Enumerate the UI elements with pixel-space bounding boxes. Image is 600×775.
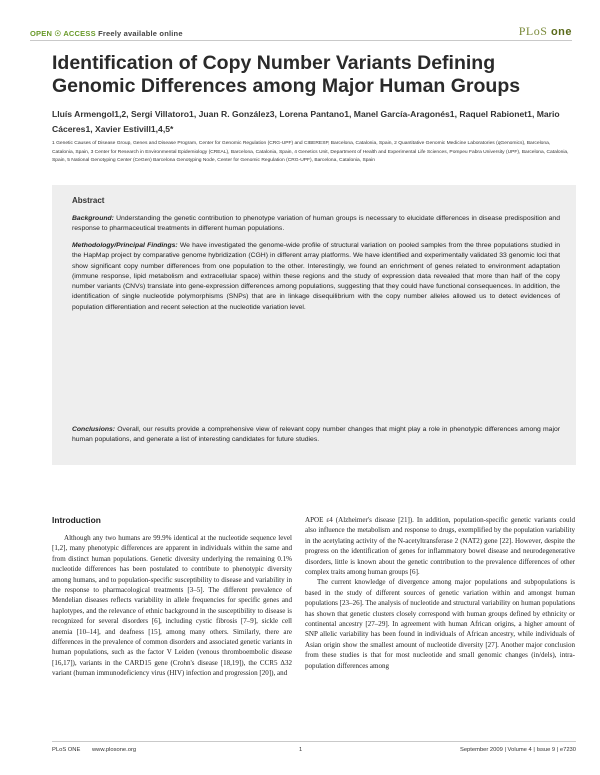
abstract-methods-text: We have investigated the genome-wide profile of structural variation on pooled samples from the three populations studied in the HapMap project by comparative genome hybridization (CGH) in different array platforms. We have identified and experimentally validated 33 genomic loci that show significant copy number differences from one population to the other. Interestingly, we found an enrichment of genes related to environment adaptation (immune response, lipid metabolism and extracellular space) within these regions and the study of expression data revealed that more than half of the copy number variants (CNVs) translate into gene-expression differences among populations, suggesting that they could have functional consequences. In addition, the identification of single nucleotide polymorphisms (SNPs) that are in linkage disequilibrium with the copy number alleles allowed us to detect evidences of population differentiation and recent selection at the nucleotide variation level. [72, 242, 560, 311]
author-list: Lluís Armengol1,2, Sergi Villatoro1, Juan R. González3, Lorena Pantano1, Manel García-Aragonés1, Raquel Rabionet1, Mario Cáceres1, Xavier Estivill1,4,5* [52, 109, 560, 134]
oa-open-label: OPEN [30, 29, 53, 38]
open-access-badge [30, 29, 183, 38]
logo-plos-text: PLoS [518, 24, 548, 38]
abstract-background-lead: Background: [72, 215, 114, 222]
body-column-left: Although any two humans are 99.9% identical at the nucleotide sequence level [1,2], many phenotypic differences are apparent in individuals within the same and from distinct human populations. Genetic diversity underlying the remaining 0.1% nucleotide differences has been postulated to contribute to phenotypic diversity among humans, and to population-specific susceptibility to disease and variability in the response to pharmacological treatments [3–5]. The different prevalence of Mendelian diseases reflects variability in allele frequencies for specific genes and haplotypes, and the relevance of ethnic background in the susceptibility to disease is recognized for several disorders [6], including cystic fibrosis [7–9], sickle cell anemia [10–14], and deafness [15], among many others. Similarly, there are differences in the prevalence of common disorders and associated genetic variants in human populations, such as the factor V Leiden (venous thromboembolic disease [16,17]), variants in the CARD15 gene (Crohn's disease [18,19]), the CCR5 Δ32 variant (human immunodeficiency virus (HIV) infection and progression [20]), and [52, 534, 292, 678]
footer-journal-name: PLoS ONE [52, 747, 81, 753]
abstract-conclusions-lead: Conclusions: [72, 426, 116, 433]
article-title: Identification of Copy Number Variants Defining Genomic Differences among Major Human Groups [52, 52, 521, 97]
abstract-heading: Abstract [72, 196, 105, 205]
abstract-background-text: Understanding the genetic contribution to phenotype variation of human groups is necessary to elucidate differences in disease predisposition and response to pharmaceutical treatments in different human populations. [72, 215, 560, 233]
body-column-right [305, 515, 575, 671]
abstract-methods-lead: Methodology/Principal Findings: [72, 242, 178, 249]
abstract-background [72, 214, 560, 235]
introduction-heading: Introduction [52, 515, 101, 525]
logo-one-text: one [550, 26, 572, 38]
footer-divider [52, 741, 576, 742]
abstract-conclusions [72, 425, 560, 446]
footer-url-link[interactable]: www.plosone.org [91, 747, 137, 753]
header-divider [30, 40, 572, 41]
oa-free-label: Freely available online [98, 29, 183, 38]
open-lock-icon: ☉ [54, 29, 62, 38]
footer-journal [52, 747, 136, 753]
abstract-methods [72, 241, 560, 313]
abstract-conclusions-text: Overall, our results provide a comprehensive view of relevant copy number changes that might play a role in phenotypic differences among major human populations, and generate a list of interesting candidates for future studies. [72, 426, 560, 444]
body-paragraph: APOE ε4 (Alzheimer's disease [21]). In addition, population-specific genetic variants could also influence the metabolism and response to drugs, exemplified by the population variability in the acetylating activity of the N-acetyltransferase 2 (NAT2) gene [22]. However, despite the progress on the identification of genes for inflammatory bowel disease and neurodegenerative disorders, little is known about the genetic contribution to the prevalence differences of other complex traits among human groups [6]. [305, 516, 575, 577]
affiliations: 1 Genetic Causes of Disease Group, Genes and Disease Program, Center for Genomic Regulation (CRG-UPF) and CIBERESP, Barcelona, Catalonia, Spain, 2 Quantitative Genomic Medicine Laboratories (qGenomics), Barcelona, Catalonia, Spain, 3 Center for Research in Environmental Epidemiology (CREAL), Barcelona, Catalonia, Spain, 4 Genetics Unit, Department of Health and Experimental Life Sciences, Pompeu Fabra University (UPF), Barcelona, Catalonia, Spain, 5 National Genotyping Center (CeGen) Barcelona Genotyping Node, Center for Genomic Regulation (CRG-UPF), Barcelona, Catalonia, Spain [52, 141, 569, 164]
body-paragraph: The current knowledge of divergence among major populations and subpopulations is based in the study of different sources of genetic variation within and amongst human populations [23–26]. The analysis of nucleotide and structural variability on human populations has shown that genetic clusters closely correspond with human groups defined by ethnicity or continental ancestry [27–29]. In agreement with human African origins, a higher amount of SNP allelic variability has been found in individuals of African ancestry, while individuals of Asian origin show the smallest amount of nucleotide diversity [27]. Another major conclusion from these studies is that for most nucleotide and small genomic changes (in/dels), intra-population differences among [305, 578, 575, 670]
page-number: 1 [299, 747, 303, 753]
oa-access-label: ACCESS [63, 29, 96, 38]
footer-issue: September 2009 | Volume 4 | Issue 9 | e7230 [459, 747, 576, 753]
journal-logo [519, 24, 572, 39]
